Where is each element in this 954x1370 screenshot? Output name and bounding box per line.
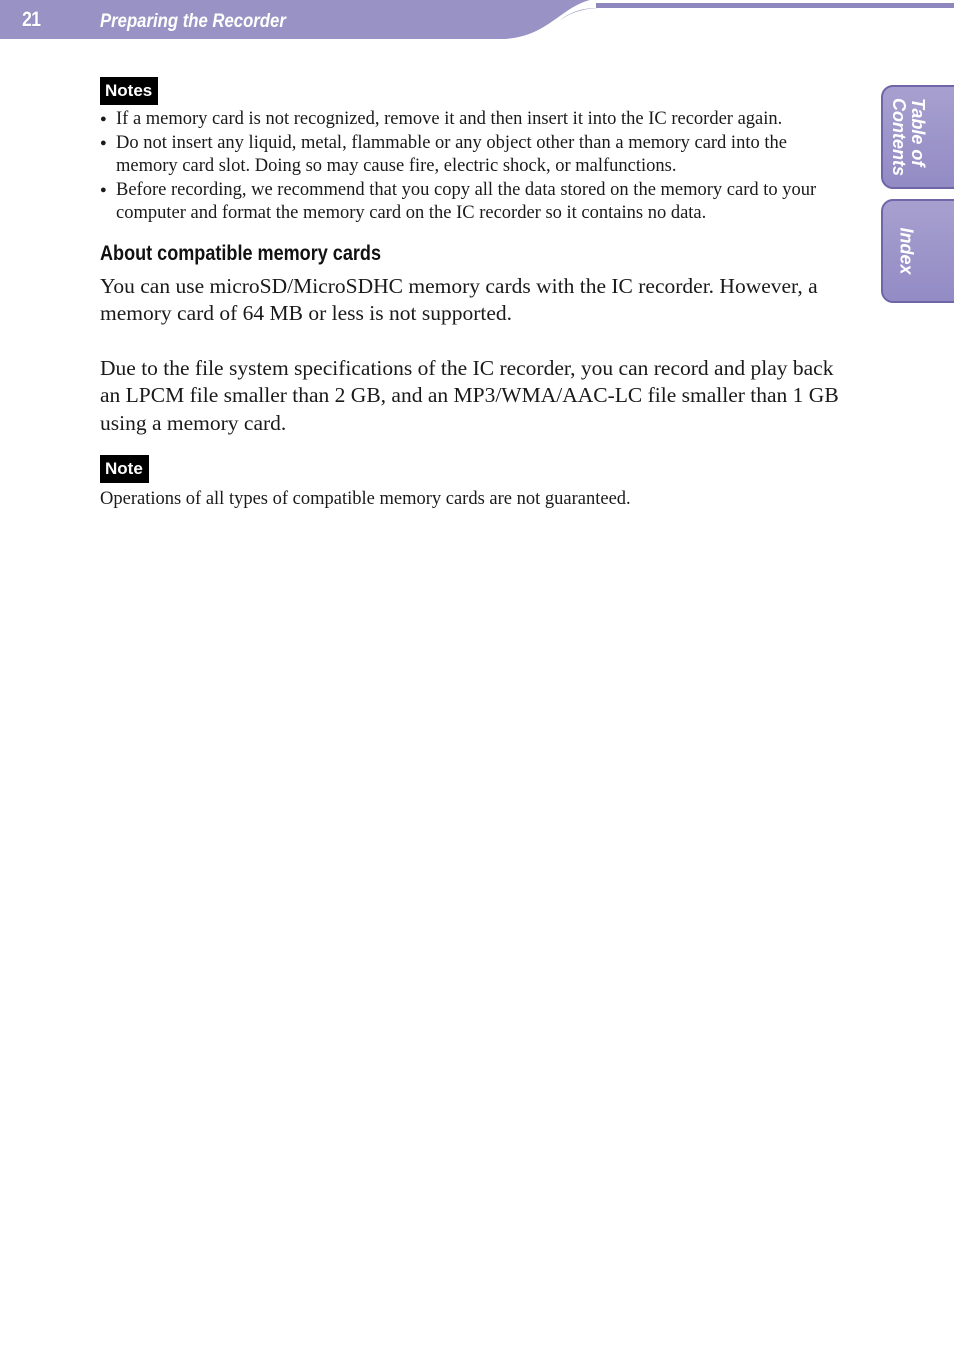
compatible-paragraph-1: You can use microSD/MicroSDHC memory cards with the IC recorder. However, a memory card of 64 MB or less is not supported. (100, 273, 818, 325)
list-item: ● Before recording, we recommend that you copy all the data stored on the memory card to your computer and format the memory card on the IC recorder so it contains no data. (100, 179, 845, 226)
note-section (100, 455, 845, 512)
list-item: ● If a memory card is not recognized, remove it and then insert it into the IC recorder again. (100, 108, 845, 132)
compatible-paragraph-2: Due to the file system specifications of the IC recorder, you can record and play back an LPCM file smaller than 2 GB, and an MP3/WMA/AAC-LC file smaller than 1 GB using a memory card. (100, 355, 839, 435)
list-item: ● Do not insert any liquid, metal, flammable or any object other than a memory card into the memory card slot. Doing so may cause fire, electric shock, or malfunctions. (100, 132, 845, 179)
notes-label: Notes (100, 77, 158, 105)
note-text: Operations of all types of compatible memory cards are not guaranteed. (100, 489, 631, 509)
index-tab-label: Index (896, 227, 917, 275)
page-number: 21 (22, 8, 41, 31)
notes-section (100, 77, 845, 226)
section-title: Preparing the Recorder (100, 11, 286, 32)
index-tab[interactable] (881, 199, 954, 303)
note-label: Note (100, 455, 149, 483)
table-of-contents-tab[interactable] (881, 85, 954, 189)
compatible-section (100, 241, 845, 438)
page-header (0, 0, 954, 40)
page-content (100, 77, 845, 512)
table-of-contents-tab-label: Table of Contents (889, 98, 928, 176)
compatible-heading: About compatible memory cards (100, 241, 382, 265)
notes-list (100, 108, 845, 226)
